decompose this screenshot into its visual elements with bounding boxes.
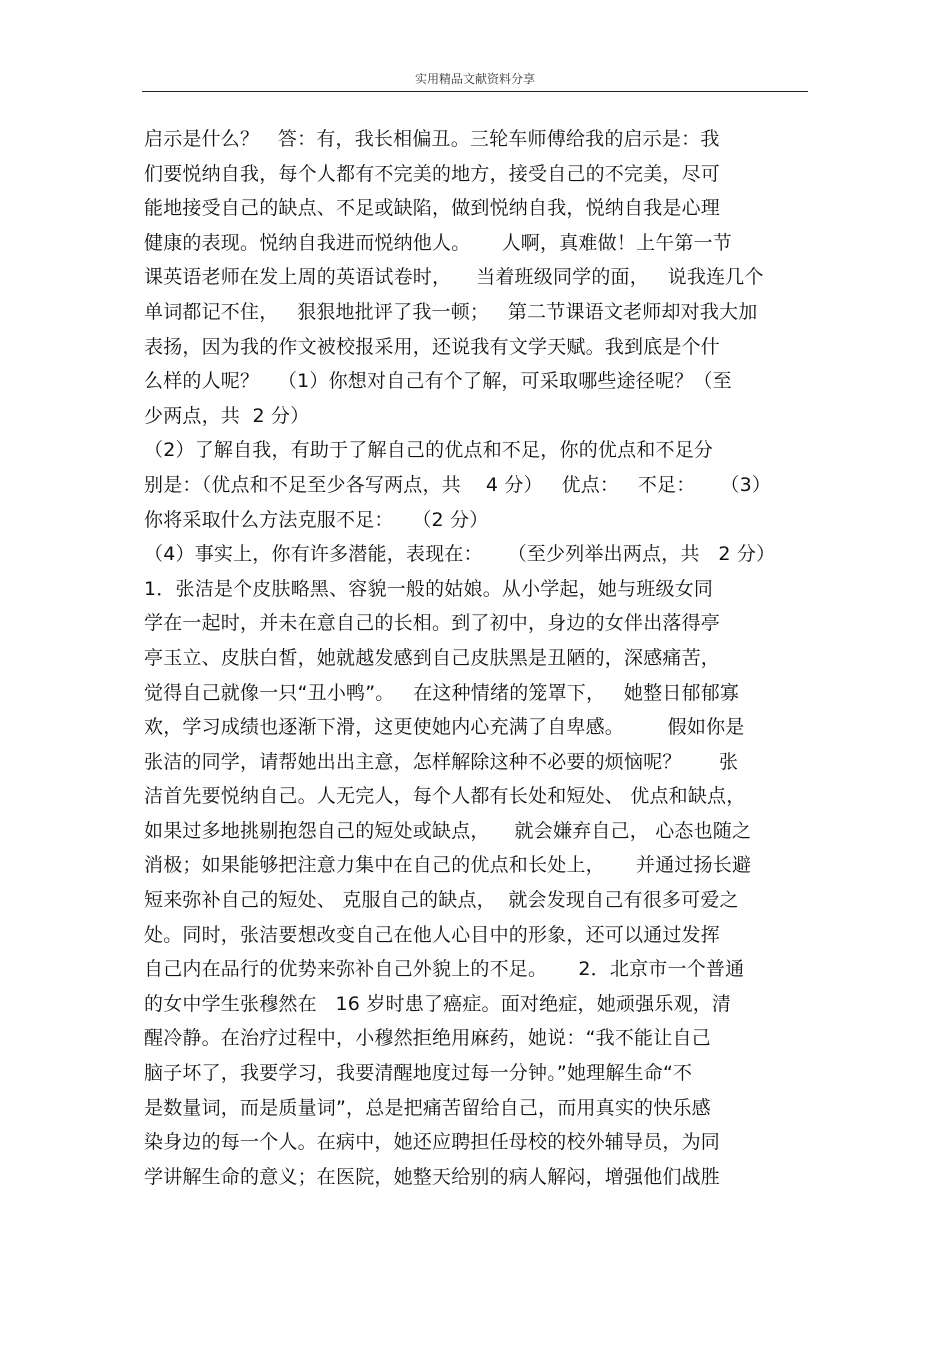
text-line: 自己内在品行的优势来弥补自己外貌上的不足。 2．北京市一个普通 [144,958,745,981]
text-line: 染身边的每一个人。在病中，她还应聘担任母校的校外辅导员，为同 [144,1131,721,1154]
text-line: 单词都记不住， 狠狠地批评了我一顿； 第二节课语文老师却对我大加 [144,300,758,323]
text-line: 消极；如果能够把注意力集中在自己的优点和长处上， 并通过扬长避 [144,854,752,877]
text-line: 学讲解生命的意义；在医院，她整天给别的病人解闷，增强他们战胜 [144,1165,721,1188]
text-line: 健康的表现。悦纳自我进而悦纳他人。 人啊，真难做！上午第一节 [144,231,732,254]
text-line: 如果过多地挑剔抱怨自己的短处或缺点， 就会嫌弃自己， 心态也随之 [144,819,752,842]
text-line: 短来弥补自己的短处、 克服自己的缺点， 就会发现自己有很多可爱之 [144,889,739,912]
document-body [144,122,824,1194]
text-line: 觉得自己就像一只“丑小鸭”。 在这种情绪的笼罩下， 她整日郁郁寡 [144,681,740,704]
text-line: 处。同时，张洁要想改变自己在他人心目中的形象，还可以通过发挥 [144,923,721,946]
text-line: 么样的人呢？ （1）你想对自己有个了解，可采取哪些途径呢？（至 [144,370,732,393]
text-line: 别是：（优点和不足至少各写两点，共 4 分） 优点： 不足： （3） [144,473,772,496]
text-line: 少两点，共 2 分） [144,404,310,427]
text-line: 能地接受自己的缺点、不足或缺陷，做到悦纳自我，悦纳自我是心理 [144,197,721,220]
text-line: （4）事实上，你有许多潜能，表现在： （至少列举出两点，共 2 分） [144,543,776,566]
text-line: 是数量词，而是质量词”，总是把痛苦留给自己，而用真实的快乐感 [144,1096,711,1119]
page-header: 实用精品文献资料分享 [414,72,535,86]
text-line: 启示是什么？ 答：有，我长相偏丑。三轮车师傅给我的启示是：我 [144,128,720,150]
text-line: 课英语老师在发上周的英语试卷时， 当着班级同学的面， 说我连几个 [144,266,764,289]
text-line: 张洁的同学，请帮她出出主意，怎样解除这种不必要的烦恼呢？ 张 [144,750,739,773]
text-line: 的女中学生张穆然在 16 岁时患了癌症。面对绝症，她顽强乐观，清 [144,992,732,1015]
text-line: 醒冷静。在治疗过程中，小穆然拒绝用麻药，她说：“我不能让自己 [144,1027,711,1050]
text-line: 欢，学习成绩也逐渐下滑，这更使她内心充满了自卑感。 假如你是 [144,716,745,739]
header-divider [142,91,808,92]
text-line: 洁首先要悦纳自己。人无完人，每个人都有长处和短处、 优点和缺点， [144,785,746,808]
text-line: 1．张洁是个皮肤略黑、容貌一般的姑娘。从小学起，她与班级女同 [144,577,714,600]
text-line: 表扬，因为我的作文被校报采用，还说我有文学天赋。我到底是个什 [144,335,721,358]
text-line: 脑子坏了，我要学习，我要清醒地度过每一分钟。”她理解生命“不 [144,1062,693,1085]
text-line: 亭玉立、皮肤白皙，她就越发感到自己皮肤黑是丑陋的，深感痛苦， [144,646,721,669]
text-line: （2）了解自我，有助于了解自己的优点和不足，你的优点和不足分 [144,439,714,462]
text-line: 学在一起时，并未在意自己的长相。到了初中，身边的女伴出落得亭 [144,612,721,635]
text-line: 们要悦纳自我，每个人都有不完美的地方，接受自己的不完美，尽可 [144,162,721,185]
text-line: 你将采取什么方法克服不足： （2 分） [144,508,489,531]
